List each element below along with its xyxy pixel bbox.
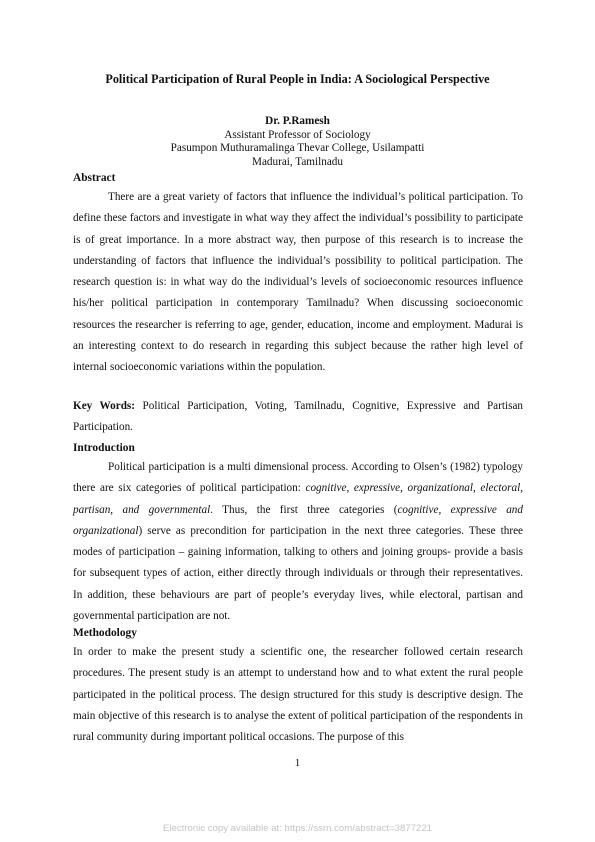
methodology-heading: Methodology (73, 627, 137, 639)
author-block (0, 115, 595, 169)
intro-part-3: ) serve as precondition for participation in the next three categories. These three modes of participation – gaining information, talking to others and joining groups- provide a basis for subsequent types of action, either directly through individuals or through their representatives. In addition, these behaviours are part of people’s everyday lives, while electoral, partisan and governmental participation are not. (73, 524, 523, 623)
author-location: Madurai, Tamilnadu (252, 155, 343, 168)
author-institution: Pasumpon Muthuramalinga Thevar College, Usilampatti (170, 142, 425, 154)
author-name: Dr. P.Ramesh (265, 115, 330, 127)
keywords-paragraph (73, 396, 523, 439)
intro-categories: cognitive, expressive, organizational, electoral, partisan, and governmental (73, 482, 523, 516)
abstract-heading: Abstract (73, 172, 116, 184)
page-number: 1 (294, 757, 301, 769)
ssrn-footer: Electronic copy available at: https://ssrn.com/abstract=3877221 (162, 823, 433, 834)
introduction-text (73, 457, 523, 627)
intro-part-2: . Thus, the first three categories ( (210, 503, 398, 516)
intro-first-three: cognitive, expressive and organizational (73, 503, 523, 537)
paper-title: Political Participation of Rural People in India: A Sociological Perspective (105, 72, 490, 86)
abstract-text: There are a great variety of factors that influence the individual’s political participation. To define these factors and investigate in what way they affect the individual’s possibility to participate is of great importance. In a more abstract way, then purpose of this research is to increase the understanding of factors that influence the individual’s possibility to political participation. The research question is: in what way do the individual’s levels of socioeconomic resources influence his/her political participation in contemporary Tamilnadu? When discussing socioeconomic resources the researcher is referring to age, gender, education, income and employment. Madurai is an interesting context to do research in regarding this subject because the rather high level of internal socioeconomic variations within the population. (73, 191, 523, 374)
introduction-heading: Introduction (73, 442, 135, 454)
methodology-text: In order to make the present study a scientific one, the researcher followed certain research procedures. The present study is an attempt to understand how and to what extent the rural people participated in the political process. The design structured for this study is descriptive design. The main objective of this research is to analyse the extent of political participation of the respondents in rural community during important political occasions. The purpose of this (73, 646, 523, 744)
intro-part-1: Political participation is a multi dimensional process. According to Olsen’s (1982) typology there are six categories of political participation: (73, 461, 523, 495)
keywords-text: Political Participation, Voting, Tamilnadu, Cognitive, Expressive and Partisan Participation. (73, 400, 524, 434)
author-position: Assistant Professor of Sociology (224, 128, 371, 141)
keywords-label: Key Words: (73, 400, 135, 412)
